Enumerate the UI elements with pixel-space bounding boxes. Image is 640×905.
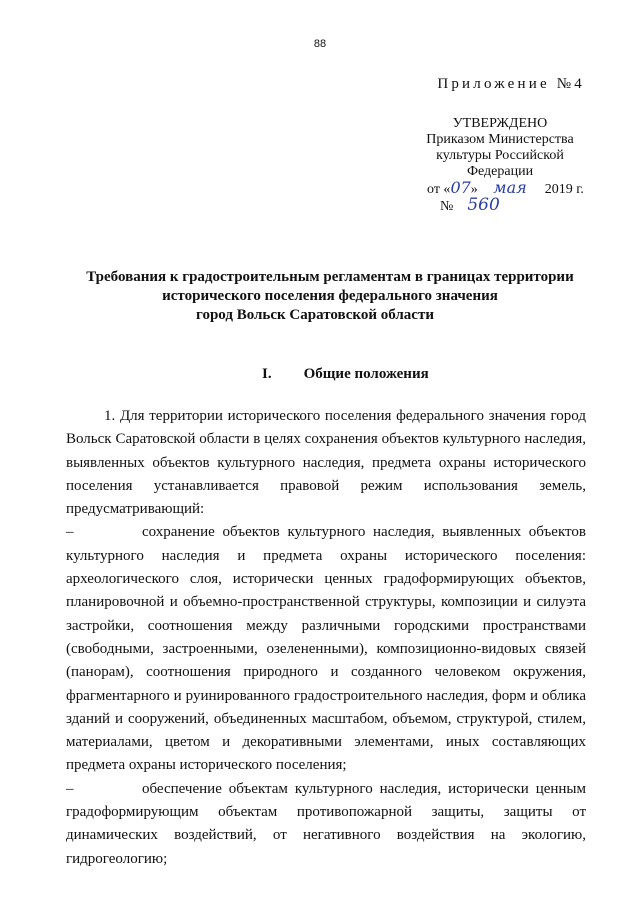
- handwritten-month: мая: [493, 178, 527, 197]
- approved-stamp-text: УТВЕРЖДЕНО: [452, 116, 548, 131]
- approving-order-text: Приказом Министерства культуры Российской Федерации: [426, 132, 574, 179]
- date-year: 2019 г.: [544, 182, 584, 197]
- document-title: [70, 268, 590, 325]
- body-text: [66, 405, 586, 871]
- bullet-text: сохранение объектов культурного наследия, выявленных объектов культурного наследия и предмета охраны исторического поселения: археологического слоя, исторически ценных градоформирующих объектов, планировочной и объемно-пространственной структуры, композиции и силуэта застройки, соотношения между различными городскими пространствами (свободными, застроенными, озелененными), композиционно-видовых связей (панорам), соотношения природного и созданного человеком окружения, фрагментарного и руинированного градостроительного наследия, форм и облика зданий и сооружений, объединенных масштабом, объемом, структурой, стилем, материалами, цветом и декоративными элементами, иных составляющих предмета охраны исторического поселения;: [66, 524, 586, 774]
- title-line-3: город Вольск Саратовской области: [196, 307, 434, 323]
- handwritten-day: 07: [450, 178, 471, 197]
- bullet-text: обеспечение объектам культурного наследия, исторически ценным градоформирующим объектам противопожарной защиты, защиты от динамических воздействий, от негативного воздействия на экологию, гидрогеологию;: [66, 780, 586, 867]
- number-label: №: [440, 199, 454, 214]
- approval-number: [440, 195, 500, 215]
- page-number: 88: [313, 38, 327, 50]
- title-line-1: Требования к градостроительным регламентам в границах территории: [86, 269, 574, 285]
- section-heading: [262, 366, 429, 383]
- paragraph-1: 1. Для территории исторического поселения федерального значения город Вольск Саратовской области в целях сохранения объектов культурного наследия, выявленных объектов культурного наследия, предмета охраны исторического поселения устанавливается правовой режим использования земель, предусматривающий:: [66, 408, 586, 518]
- appendix-label: Приложение №4: [437, 76, 585, 92]
- approval-block: [415, 116, 585, 180]
- bullet-item-2: [66, 778, 586, 871]
- bullet-dash: –: [66, 780, 74, 797]
- title-line-2: исторического поселения федерального значения: [162, 288, 498, 304]
- bullet-dash: –: [66, 524, 74, 541]
- section-label: Общие положения: [303, 366, 429, 382]
- bullet-item-1: [66, 521, 586, 777]
- date-prefix: от «: [427, 182, 451, 197]
- date-close-quote: »: [470, 182, 478, 197]
- section-number: I.: [262, 366, 272, 382]
- handwritten-number: 560: [467, 195, 500, 215]
